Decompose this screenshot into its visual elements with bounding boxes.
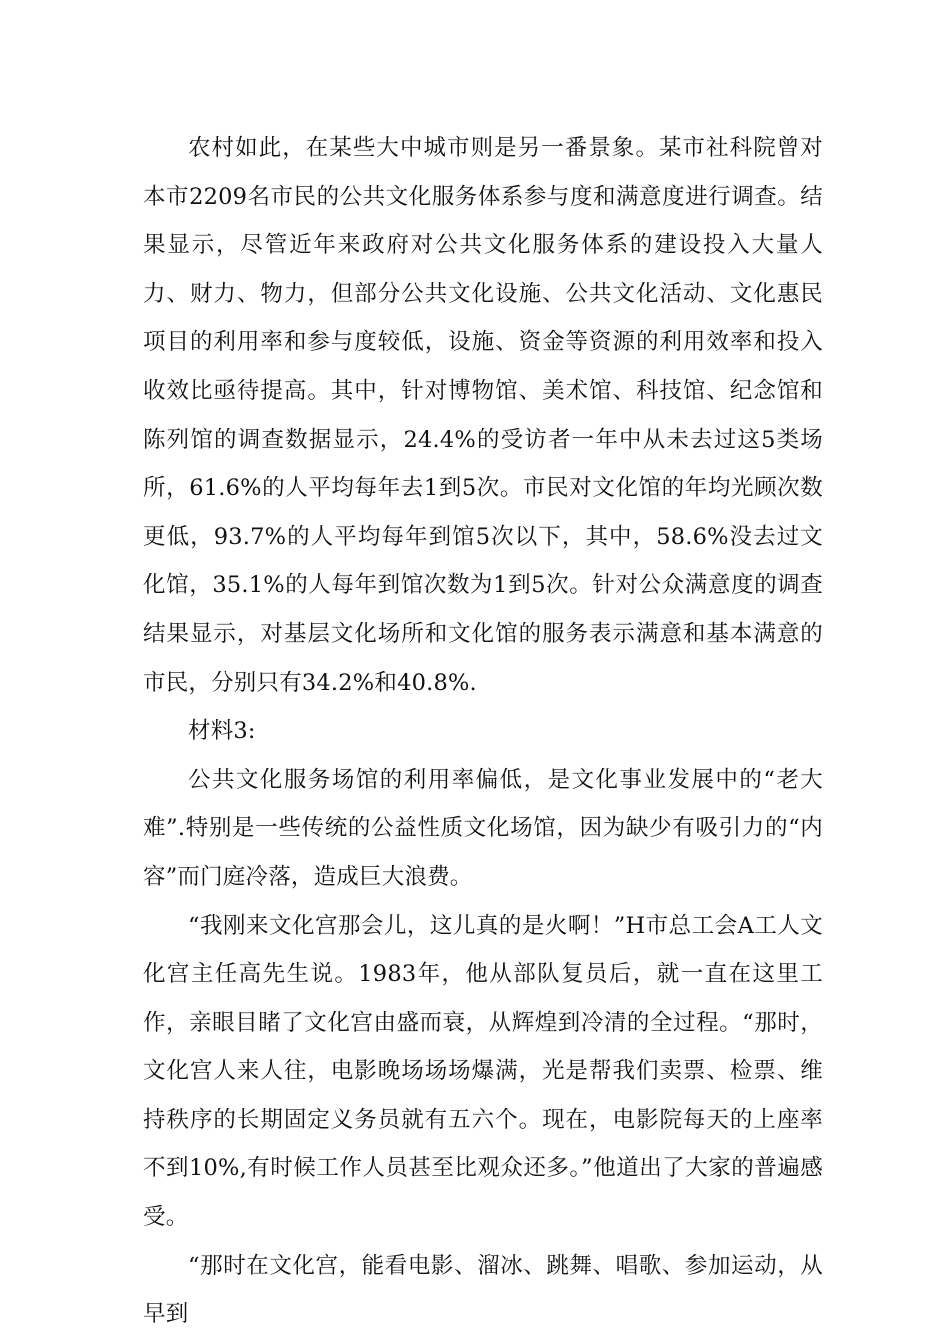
paragraph-venue-utilization: 公共文化服务场馆的利用率偏低，是文化事业发展中的“老大难”.特别是一些传统的公益性质文化场馆，因为缺少有吸引力的“内容”而门庭冷落，造成巨大浪费。 <box>143 766 823 890</box>
paragraph-material-3-heading: 材料3: <box>188 718 256 745</box>
document-body <box>143 124 823 1339</box>
paragraph-survey-results: 农村如此，在某些大中城市则是另一番景象。某市社科院曾对本市2209名市民的公共文化服务体系参与度和满意度进行调查。结果显示，尽管近年来政府对公共文化服务体系的建设投入大量人力、财力、物力，但部分公共文化设施、公共文化活动、文化惠民项目的利用率和参与度较低，设施、资金等资源的利用效率和投入收效比亟待提高。其中，针对博物馆、美术馆、科技馆、纪念馆和陈列馆的调查数据显示，24.4%的受访者一年中从未去过这5类场所，61.6%的人平均每年去1到5次。市民对文化馆的年均光顾次数更低，93.7%的人平均每年到馆5次以下，其中，58.6%没去过文化馆，35.1%的人每年到馆次数为1到5次。针对公众满意度的调查结果显示，对基层文化场所和文化馆的服务表示满意和基本满意的市民，分别只有34.2%和40.8%. <box>143 135 823 696</box>
paragraph-cultural-palace-memories: “那时在文化宫，能看电影、溜冰、跳舞、唱歌、参加运动，从早到 <box>143 1252 823 1328</box>
paragraph-cultural-palace-director: “我刚来文化宫那会儿，这儿真的是火啊！”H市总工会A工人文化宫主任高先生说。1983年，他从部队复员后，就一直在这里工作，亲眼目睹了文化宫由盛而衰，从辉煌到冷清的全过程。“那时，文化宫人来人往，电影晚场场场爆满，光是帮我们卖票、检票、维持秩序的长期固定义务员就有五六个。现在，电影院每天的上座率不到10%,有时候工作人员甚至比观众还多。”他道出了大家的普遍感受。 <box>143 912 823 1231</box>
